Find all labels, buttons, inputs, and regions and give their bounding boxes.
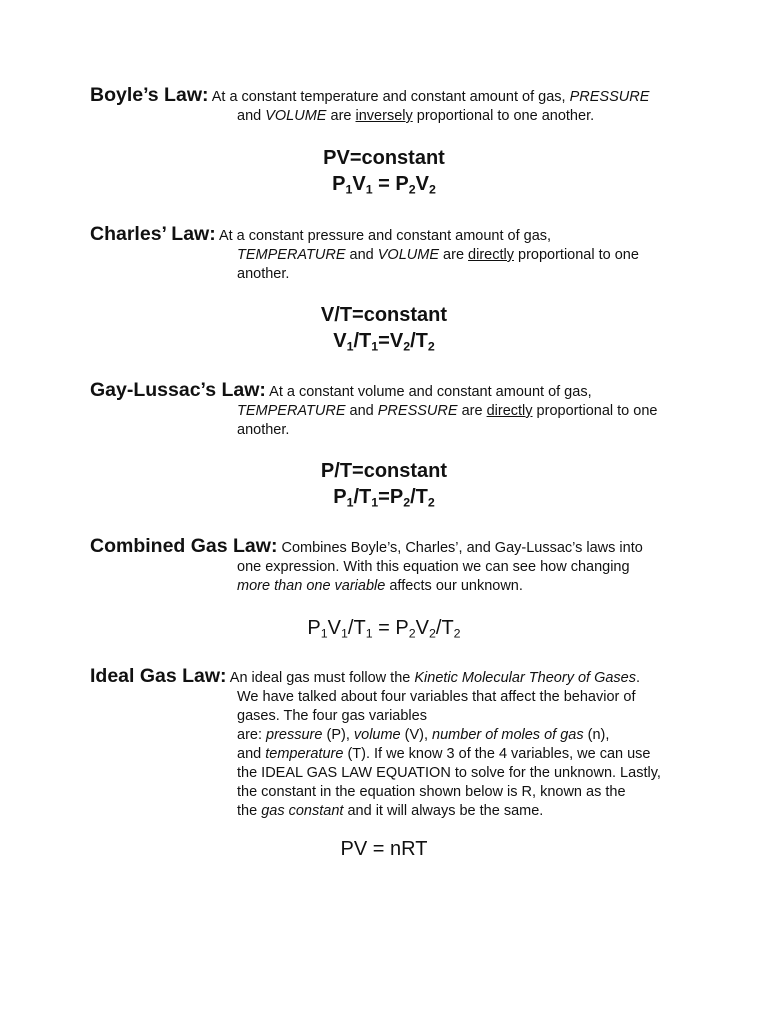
boyles-law-inversely: inversely: [355, 108, 413, 124]
boyles-law-eq-constant: PV=constant: [323, 147, 445, 169]
combined-gas-law-equation: [0, 615, 768, 641]
gay-lussac-eq-constant: P/T=constant: [320, 460, 448, 482]
boyles-law-equations: [0, 145, 768, 197]
charles-law-section: Charles’ Law: At a constant pressure and constant amount of gas, TEMPERATURE and VOLUME are directly proportional to one another.: [90, 223, 639, 282]
gay-lussac-law-section: Gay-Lussac’s Law: At a constant volume and constant amount of gas, TEMPERATURE and PRESSURE are directly proportional to one another.: [90, 379, 658, 438]
combined-gas-law-section: Combined Gas Law: Combines Boyle’s, Charles’, and Gay-Lussac’s laws into one expression. With this equation we can see how changing more than one variable affects our unknown.: [90, 535, 643, 594]
boyles-law-volume: VOLUME: [265, 108, 327, 124]
ideal-gas-law-title: Ideal Gas Law:: [90, 665, 227, 687]
ideal-gas-law-section: Ideal Gas Law: An ideal gas must follow the Kinetic Molecular Theory of Gases. We have talked about four variables that affect the behavior of gases. The four gas variables are: pressure (P), volume (V), number of moles of gas (n), and temperature (T). If we know 3 of the 4 variables, we can use the IDEAL GAS LAW EQUATION to solve for the unknown. Lastly, the constant in the equation shown below is R, known as the the gas constant and it will always be the same.: [90, 665, 661, 819]
gay-lussac-law-directly: directly: [486, 403, 533, 419]
gay-lussac-law-title: Gay-Lussac’s Law:: [90, 379, 266, 401]
ideal-gas-law-eq-formula: PV = nRT: [340, 838, 428, 860]
gay-lussac-law-equations: [0, 458, 768, 510]
boyles-law-section: Boyle’s Law: At a constant temperature and constant amount of gas, PRESSURE and VOLUME are inversely proportional to one another.: [90, 84, 650, 124]
boyles-law-title: Boyle’s Law:: [90, 84, 209, 106]
boyles-law-pressure: PRESSURE: [569, 89, 650, 105]
gay-lussac-eq-formula: $P_1/T_1=P_2/T_2$: [333, 486, 435, 510]
charles-law-directly: directly: [468, 247, 514, 263]
combined-gas-law-title: Combined Gas Law:: [90, 535, 278, 557]
charles-law-equations: [0, 302, 768, 354]
charles-law-eq-formula: $V_1/T_1=V_2/T_2$: [333, 330, 435, 354]
boyles-law-text-1: At a constant temperature and constant amount of gas,: [211, 89, 566, 105]
boyles-law-eq-formula: $P_1V_1 = P_2V_2$: [332, 173, 436, 197]
charles-law-eq-constant: V/T=constant: [320, 304, 448, 326]
combined-gas-law-eq-formula: $P_1V_1/T_1 = P_2V_2/T_2$: [307, 617, 461, 641]
ideal-gas-law-equation: [0, 836, 768, 862]
charles-law-title: Charles’ Law:: [90, 223, 216, 245]
